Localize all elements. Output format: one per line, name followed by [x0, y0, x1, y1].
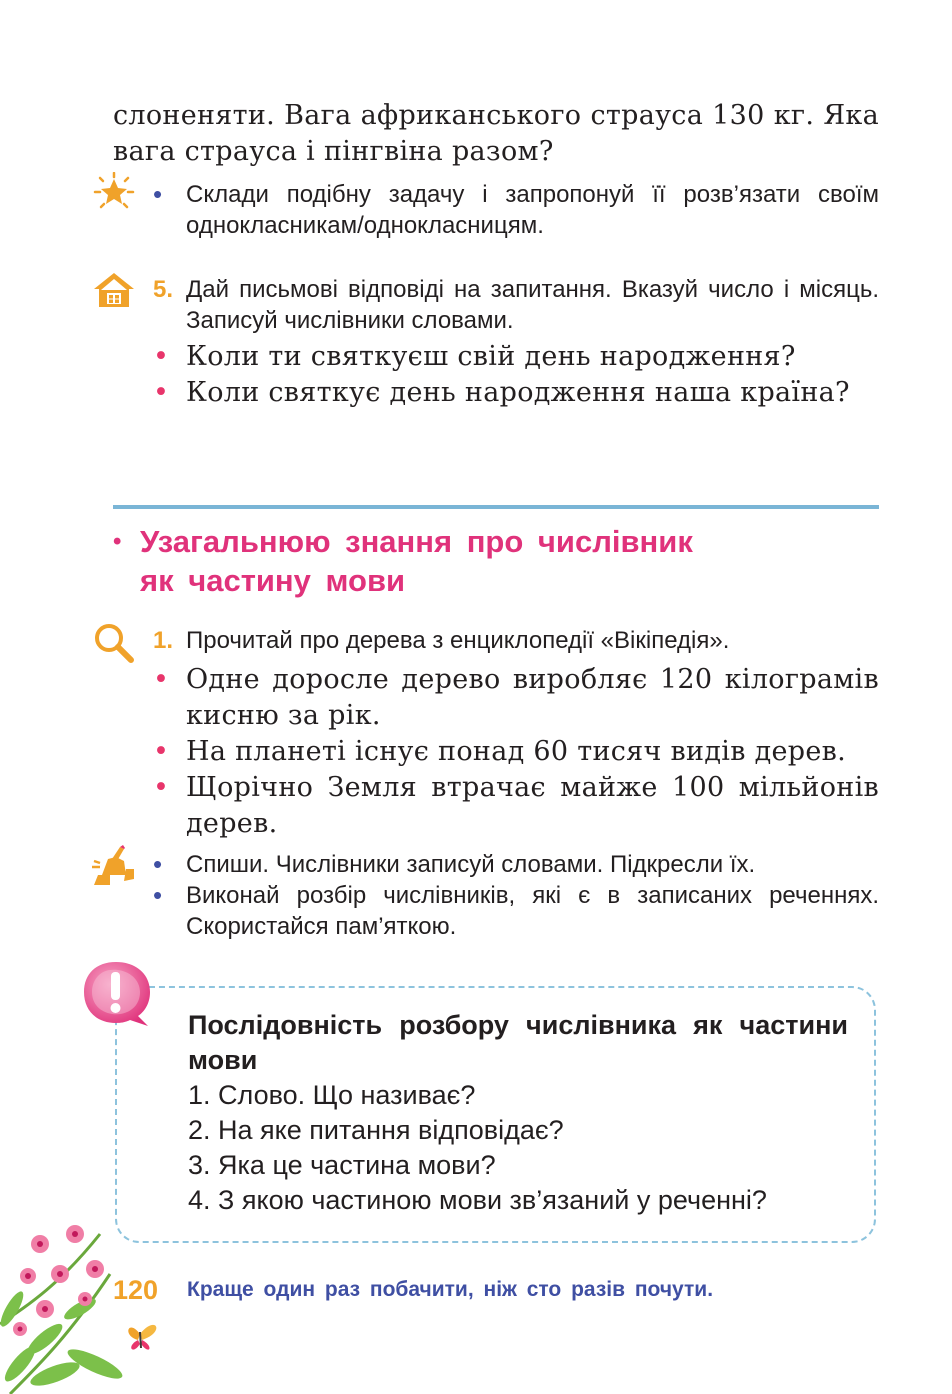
- house-icon: [92, 271, 136, 309]
- fact-item: • На планеті існує понад 60 тисяч видів дерев.: [153, 736, 847, 767]
- problem-line-1: слоненяти. Вага африканського страуса 130 кг. Яка: [113, 100, 879, 131]
- heading-line-1: Узагальнюю знання про числівник: [140, 524, 693, 559]
- fact-text: На планеті існує понад 60 тисяч видів дерев.: [186, 736, 847, 767]
- fact-item: • Одне доросле дерево виробляє 120 кілограмів кисню за рік.: [153, 664, 879, 731]
- task-1: [153, 625, 879, 656]
- write-task-item: • Виконай розбір числівників, які є в записаних реченнях. Скористайся пам’яткою.: [153, 880, 879, 940]
- writing-hand-icon: [90, 845, 138, 887]
- exclamation-icon: [82, 958, 156, 1030]
- memo-step: 1. Слово. Що називає?: [188, 1080, 476, 1110]
- star-icon: [92, 172, 136, 212]
- star-task: [153, 179, 879, 241]
- task-5: [153, 274, 879, 336]
- section-divider: [113, 505, 879, 509]
- fact-item: • Щорічно Земля втрачає майже 100 мільйонів дерев.: [153, 772, 879, 839]
- memo-step: 3. Яка це частина мови?: [188, 1150, 496, 1180]
- magnifier-icon: [92, 622, 136, 664]
- task-5-questions: [153, 339, 879, 411]
- heading-bullet: •: [113, 528, 122, 555]
- question-text: Коли святкує день народження наша країна?: [186, 377, 850, 408]
- question-item: • Коли ти святкуєш свій день народження?: [153, 341, 796, 372]
- problem-line-2: вага страуса і пінгвіна разом?: [113, 136, 554, 167]
- bullet-dot: •: [153, 179, 163, 209]
- write-task-text: Спиши. Числівники записуй словами. Підкресли їх.: [186, 851, 756, 878]
- section-heading: [113, 522, 773, 600]
- continued-problem-text: [113, 98, 879, 170]
- page-number: 120: [113, 1275, 159, 1305]
- memo-content: [188, 1008, 848, 1218]
- star-task-text: Склади подібну задачу і запропонуй її розв’язати своїм однокласникам/однокласницям.: [186, 181, 879, 239]
- task-number: 1.: [153, 627, 174, 654]
- question-item: • Коли святкує день народження наша країна?: [153, 377, 850, 408]
- task-5-text: Дай письмові відповіді на запитання. Вказуй число і місяць. Записуй числівники словами.: [186, 276, 879, 334]
- memo-step: 2. На яке питання відповідає?: [188, 1115, 564, 1145]
- memo-title: Послідовність розбору числівника як частини мови: [188, 1010, 848, 1075]
- write-task-item: • Спиши. Числівники записуй словами. Підкресли їх.: [153, 849, 756, 879]
- tree-facts: [153, 662, 879, 842]
- write-tasks: [153, 849, 879, 942]
- fact-text: Щорічно Земля втрачає майже 100 мільйонів дерев.: [186, 772, 879, 839]
- task-number: 5.: [153, 276, 174, 303]
- memo-step: 4. З якою частиною мови зв’язаний у реченні?: [188, 1185, 767, 1215]
- butterfly-icon: [128, 1325, 156, 1350]
- task-1-text: Прочитай про дерева з енциклопедії «Вікіпедія».: [186, 627, 730, 654]
- footer-proverb: Краще один раз побачити, ніж сто разів почути.: [187, 1278, 714, 1301]
- heading-line-2: як частину мови: [140, 563, 406, 598]
- fact-text: Одне доросле дерево виробляє 120 кілограмів кисню за рік.: [186, 664, 879, 731]
- write-task-text: Виконай розбір числівників, які є в записаних реченнях. Скористайся пам’яткою.: [186, 882, 879, 940]
- question-text: Коли ти святкуєш свій день народження?: [186, 341, 796, 372]
